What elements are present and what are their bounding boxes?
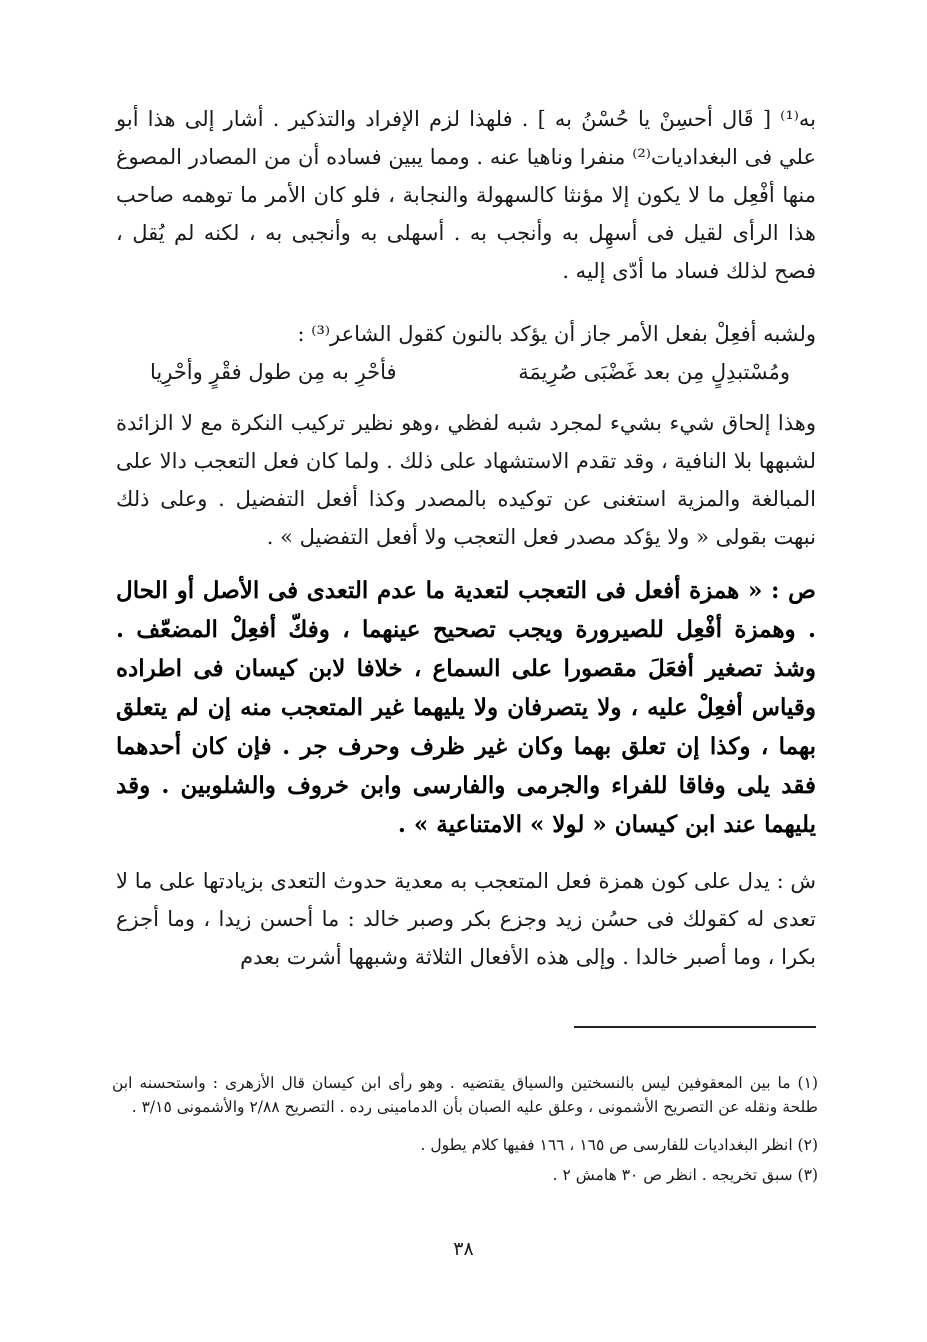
paragraph-3: وهذا إلحاق شيء بشيء لمجرد شبه لفظي ،وهو نظير تركيب النكرة مع لا الزائدة لشبهها بلا النافية ، وقد تقدم الاستشهاد على ذلك . ولما كان فعل التعجب دالا على المبالغة والمزية استغنى عن توكيده بالمصدر وكذا أفعل التفضيل . وعلى ذلك نبهت بقولى « ولا يؤكد مصدر فعل التعجب ولا أفعل التفضيل » . bbox=[116, 411, 816, 549]
poetry-verse bbox=[150, 353, 790, 391]
footnote-1: (١) ما بين المعقوفين ليس بالنسختين والسياق يقتضيه . وهو رأى ابن كيسان قال الأزهرى : واستحسنه ابن طلحة ونقله عن التصريح الأشمونى ، وعلق عليه الصبان بأن الدمامينى رده . التصريح ٢/٨٨ والأشمونى ٣/١٥ . bbox=[112, 1074, 818, 1116]
paragraph-4-bold: ص : « همزة أفعل فى التعجب لتعدية ما عدم التعدى فى الأصل أو الحال . وهمزة أفْعِل للصيرورة ويجب تصحيح عينهما ، وفكّ أفعِلْ المضعّف . وشذ تصغير أفعَلَ مقصورا على السماع ، خلافا لابن كيسان فى اطراده وقياس أفعِلْ عليه ، ولا يتصرفان ولا يليهما غير المتعجب منه إن لم يتعلق بهما ، وكذا إن تعلق بهما وكان غير ظرف وحرف جر . فإن كان أحدهما فقد يلى وفاقا للفراء والجرمى والفارسى وابن خروف والشلوبين . وقد يليهما عند ابن كيسان « لولا » الامتناعية » . bbox=[116, 577, 816, 838]
footnote-divider bbox=[574, 1026, 816, 1028]
footnote-3: (٣) سبق تخريجه . انظر ص ٣٠ هامش ٢ . bbox=[552, 1166, 818, 1184]
paragraph-2: ولشبه أفعِلْ بفعل الأمر جاز أن يؤكد بالنون كقول الشاعر⁽³⁾ : bbox=[297, 322, 816, 346]
paragraph-1: به⁽¹⁾ [ قَال أحسِنْ يا حُسْنُ به ] . فلهذا لزم الإفراد والتذكير . أشار إلى هذا أبو علي فى البغداديات⁽²⁾ منفرا وناهيا عنه . ومما يبين فساده أن من المصادر المصوغ منها أفْعِل ما لا يكون إلا مؤنثا كالسهولة والنجابة ، فلو كان الأمر ما توهمه صاحب هذا الرأى لقيل فى أسهِل به وأنجب به . أسهلى به وأنجبى به ، لكنه لم يُقل ، فصح لذلك فساد ما أدّى إليه . bbox=[116, 107, 816, 283]
paragraph-5: ش : يدل على كون همزة فعل المتعجب به معدية حدوث التعدى بزيادتها على ما لا تعدى له كقولك فى حسُن زيد وجزع بكر وصبر خالد : ما أحسن زيدا ، وما أجزع بكرا ، وما أصبر خالدا . وإلى هذه الأفعال الثلاثة وشبهها أشرت بعدم bbox=[116, 869, 816, 969]
verse-hemistich-2: فأحْرِ به مِن طول فقْرٍ وأحْرِيا bbox=[150, 360, 397, 384]
footnote-2: (٢) انظر البغداديات للفارسى ص ١٦٥ ، ١٦٦ ففيها كلام يطول . bbox=[420, 1136, 818, 1154]
page-number: ٣٨ bbox=[453, 1238, 474, 1260]
verse-hemistich-1: ومُسْتبدِلٍ مِن بعد غَضْبَى صُرِيمَة bbox=[518, 360, 790, 384]
